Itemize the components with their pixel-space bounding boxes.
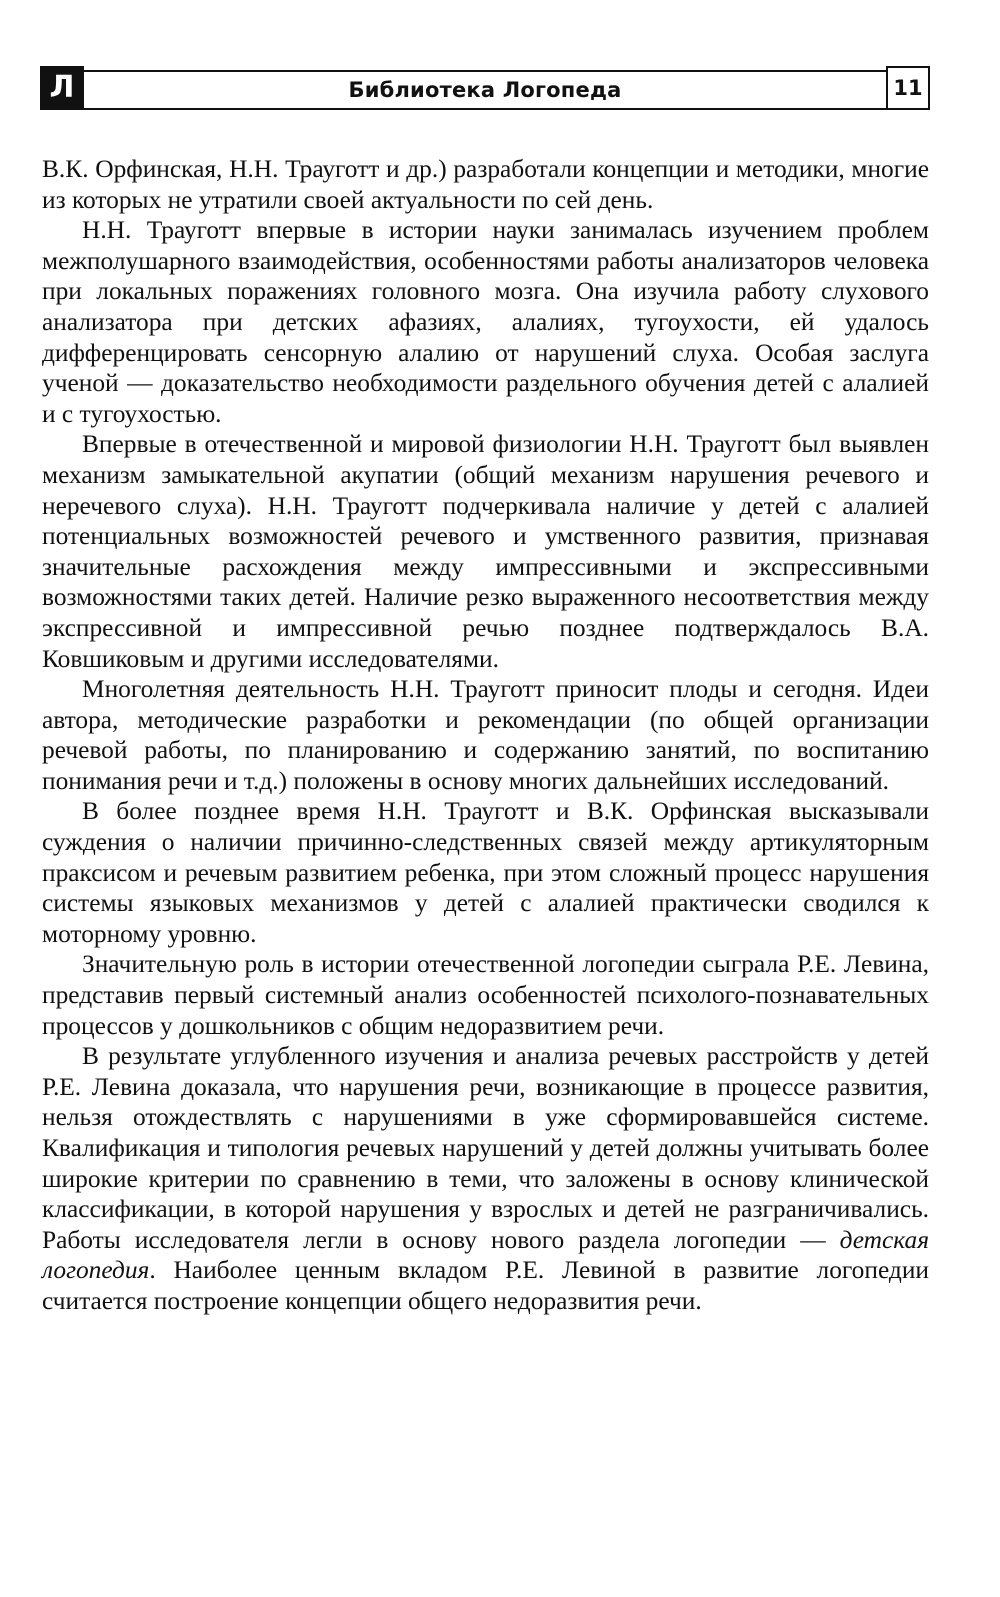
paragraph-7-text-before: В результате углубленного изучения и анализа речевых расстройств у детей Р.Е. Левина доказала, что нарушения речи, возникающие в процессе развития, нельзя отождествлять с нарушениями в уже сформировавшейся системе. Квалификация и типология речевых нарушений у детей должны учитывать более широкие критерии по сравнению в теми, что заложены в основу клинической классификации, в которой нарушения у взрослых и детей не разграничивались. Работы исследователя легли в основу нового раздела логопедии — <box>42 1042 929 1254</box>
running-header <box>40 66 930 112</box>
paragraph-2: Н.Н. Трауготт впервые в истории науки занималась изучением проблем межполушарного взаимодействия, особенностями работы анализаторов человека при локальных поражениях головного мозга. Она изучила работу слухового анализатора при детских афазиях, алалиях, тугоухости, ей удалось дифференцировать сенсорную алалию от нарушений слуха. Особая заслуга ученой — доказательство необходимости раздельного обучения детей с алалией и с тугоухостью. <box>42 216 929 428</box>
paragraph-7 <box>42 1041 929 1316</box>
paragraph-1: В.К. Орфинская, Н.Н. Трауготт и др.) разработали концепции и методики, многие из которых не утратили своей актуальности по сей день. <box>42 155 929 214</box>
italic-term: детская логопедия <box>42 1225 929 1285</box>
series-logo: Л <box>40 66 84 110</box>
paragraph-3: Впервые в отечественной и мировой физиологии Н.Н. Трауготт был выявлен механизм замыкательной акупатии (общий механизм нарушения речевого и неречевого слуха). Н.Н. Трауготт подчеркивала наличие у детей с алалией потенциальных возможностей речевого и умственного развития, признавая значительные расхождения между импрессивными и экспрессивными возможностями таких детей. Наличие резко выраженного несоответствия между экспрессивной и импрессивной речью позднее подтверждалось В.А. Ковшиковым и другими исследователями. <box>42 430 929 673</box>
paragraph-6: Значительную роль в истории отечественной логопедии сыграла Р.Е. Левина, представив первый системный анализ особенностей психолого-познавательных процессов у дошкольников с общим недоразвитием речи. <box>42 950 929 1040</box>
paragraph-5: В более позднее время Н.Н. Трауготт и В.К. Орфинская высказывали суждения о наличии причинно-следственных связей между артикуляторным праксисом и речевым развитием ребенка, при этом сложный процесс нарушения системы языковых механизмов у детей с алалией практически сводился к моторному уровню. <box>42 797 929 948</box>
series-title: Библиотека Логопеда <box>348 78 622 102</box>
paragraph-4: Многолетняя деятельность Н.Н. Трауготт приносит плоды и сегодня. Идеи автора, методические разработки и рекомендации (по общей организации речевой работы, по планированию и содержанию занятий, по воспитанию понимания речи и т.д.) положены в основу многих дальнейших исследований. <box>42 675 929 795</box>
paragraph-7-text-after: . Наиболее ценным вкладом Р.Е. Левиной в развитие логопедии считается построение концепции общего недоразвития речи. <box>42 1256 929 1315</box>
page-number: 11 <box>886 66 930 110</box>
main-text <box>42 154 929 1317</box>
header-rule <box>84 70 886 110</box>
